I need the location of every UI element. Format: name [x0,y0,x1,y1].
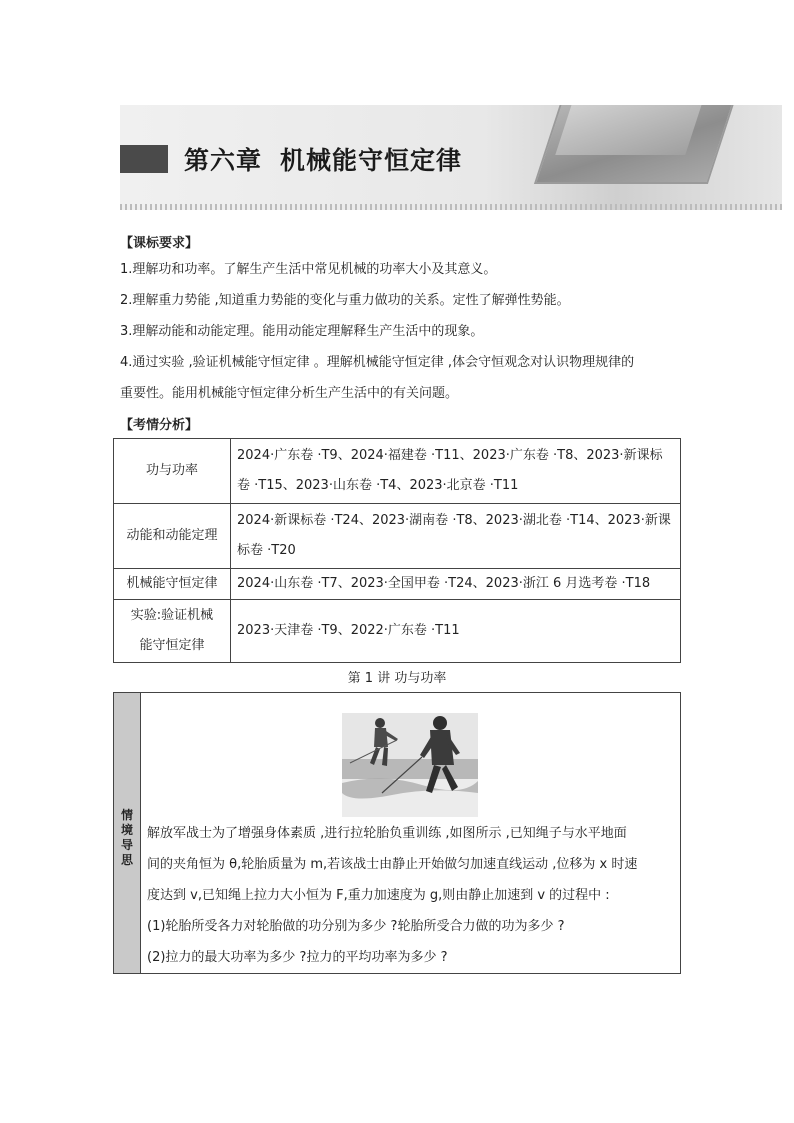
lesson-title: 第 1 讲 功与功率 [347,671,447,686]
category-cell: 功与功率 [114,439,231,504]
curriculum-heading: 【课标要求】 [120,236,199,251]
category-cell: 动能和动能定理 [114,504,231,569]
category-line: 实验:验证机械 [130,608,214,623]
curriculum-item: 4.通过实验 ,验证机械能守恒定律 。理解机械能守恒定律 ,体会守恒观念对认识物理规律的 [120,355,635,370]
curriculum-list [120,254,680,409]
exam-list-cell [231,600,681,663]
chapter-name: 机械能守恒定律 [280,146,463,175]
photo-illustration [342,713,478,817]
curriculum-item: 1.理解功和功率。了解生产生活中常见机械的功率大小及其意义。 [120,262,497,277]
category-cell [114,600,231,663]
banner-block [120,145,168,173]
scenario-box [113,692,681,974]
scenario-question: (2)拉力的最大功率为多少 ?拉力的平均功率为多少 ? [147,950,448,965]
table-row [114,600,681,663]
exam-analysis-table [113,438,681,663]
side-char: 境 [120,823,133,837]
table-row [114,439,681,504]
chapter-number: 第六章 [184,146,263,175]
chip-decoration-top [555,105,704,155]
exam-line: 2024·山东卷 ·T7、2023·全国甲卷 ·T24、2023·浙江 6 月选考卷 ·T18 [237,576,651,591]
soldiers-tire-training-photo [342,713,478,817]
chapter-title [184,141,462,177]
scenario-line: 度达到 v,已知绳上拉力大小恒为 F,重力加速度为 g,则由静止加速到 v 的过程中 : [147,888,610,903]
exam-line: 2023·天津卷 ·T9、2022·广东卷 ·T11 [237,623,460,638]
exam-line: 2024·广东卷 ·T9、2024·福建卷 ·T11、2023·广东卷 ·T8、2023·新课标 [237,448,663,463]
curriculum-item: 3.理解动能和动能定理。能用动能定理解释生产生活中的现象。 [120,324,484,339]
curriculum-item: 2.理解重力势能 ,知道重力势能的变化与重力做功的关系。定性了解弹性势能。 [120,293,570,308]
chapter-banner [120,105,782,210]
scenario-text [147,818,672,973]
banner-dotted-rule [120,204,782,210]
side-char: 思 [120,853,133,867]
scenario-line: 间的夹角恒为 θ,轮胎质量为 m,若该战士由静止开始做匀加速直线运动 ,位移为 x 时速 [147,857,638,872]
exam-list-cell [231,569,681,600]
table-row [114,569,681,600]
side-char: 导 [120,838,133,852]
category-line: 能守恒定律 [139,638,205,653]
category-cell: 机械能守恒定律 [114,569,231,600]
curriculum-item: 重要性。能用机械能守恒定律分析生产生活中的有关问题。 [120,386,459,401]
exam-line: 标卷 ·T20 [237,543,296,558]
table-row [114,504,681,569]
scenario-side-label [114,693,141,973]
scenario-line: 解放军战士为了增强身体素质 ,进行拉轮胎负重训练 ,如图所示 ,已知绳子与水平地面 [147,826,627,841]
exam-analysis-heading: 【考情分析】 [120,418,199,433]
scenario-question: (1)轮胎所受各力对轮胎做的功分别为多少 ?轮胎所受合力做的功为多少 ? [147,919,565,934]
exam-list-cell [231,504,681,569]
exam-list-cell [231,439,681,504]
side-char: 情 [120,808,133,822]
exam-line: 2024·新课标卷 ·T24、2023·湖南卷 ·T8、2023·湖北卷 ·T14、2023·新课 [237,513,671,528]
exam-line: 卷 ·T15、2023·山东卷 ·T4、2023·北京卷 ·T11 [237,478,519,493]
